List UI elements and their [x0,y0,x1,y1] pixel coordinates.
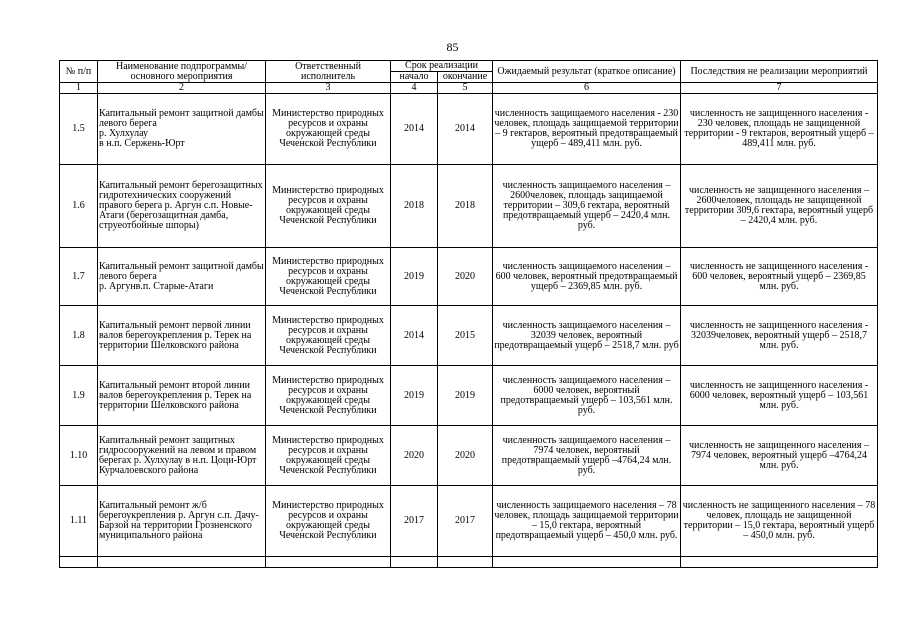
row-consequences: численность не защищенного населения - 600 человек, вероятный ущерб – 2369,85 млн. руб. [681,248,878,306]
table-row [60,486,878,557]
row-consequences: численность не защищенного населения - 230 человек, площадь не защищенной территории - 9 гектаров, вероятный ущерб – 489,411 млн. руб. [681,94,878,165]
row-name: Капитальный ремонт защитной дамбы левого берега р. Хулхулау в н.п. Сержень-Юрт [98,94,266,165]
row-number: 1.6 [60,165,98,248]
table-row [60,366,878,426]
row-number: 1.7 [60,248,98,306]
empty-cell [60,557,98,568]
row-expected: численность защищаемого населения – 6000 человек, вероятный предотвращаемый ущерб – 103,561 млн. руб. [493,366,681,426]
table-row [60,426,878,486]
row-consequences: численность не защищенного населения - 6000 человек, вероятный ущерб – 103,561 млн. руб. [681,366,878,426]
column-number: 5 [438,83,493,94]
row-name: Капитальный ремонт первой линии валов берегоукрепления р. Терек на территории Шелковского района [98,306,266,366]
row-consequences: численность не защищенного населения –2600человек, площадь не защищенной территории 309,6 гектара, вероятный ущерб – 2420,4 млн. руб. [681,165,878,248]
row-name: Капитальный ремонт второй линии валов берегоукрепления р. Терек на территории Шелковского района [98,366,266,426]
column-number-row [60,83,878,94]
row-start: 2017 [391,486,438,557]
row-expected: численность защищаемого населения - 230 человек, площадь защищаемой территории – 9 гектаров, вероятный предотвращаемый ущерб – 489,411 млн. руб. [493,94,681,165]
row-responsible: Министерство природных ресурсов и охраны окружающей среды Чеченской Республики [266,248,391,306]
row-end: 2015 [438,306,493,366]
row-end: 2020 [438,248,493,306]
table-row [60,165,878,248]
row-responsible: Министерство природных ресурсов и охраны окружающей среды Чеченской Республики [266,366,391,426]
empty-cell [493,557,681,568]
header-end: окончание [438,72,493,83]
table-row [60,94,878,165]
row-consequences: численность не защищенного населения – 78 человек, площадь не защищенной территории – 15,0 гектара, вероятный ущерб – 450,0 млн. руб. [681,486,878,557]
row-responsible: Министерство природных ресурсов и охраны окружающей среды Чеченской Республики [266,94,391,165]
empty-cell [98,557,266,568]
row-start: 2014 [391,306,438,366]
row-start: 2019 [391,248,438,306]
row-number: 1.9 [60,366,98,426]
row-expected: численность защищаемого населения – 600 человек, вероятный предотвращаемый ущерб – 2369,85 млн. руб. [493,248,681,306]
column-number: 4 [391,83,438,94]
empty-cell [266,557,391,568]
header-expected: Ожидаемый результат (краткое описание) [493,61,681,83]
column-number: 2 [98,83,266,94]
row-name: Капитальный ремонт защитных гидросооружений на левом и правом берегах р. Хулхулау в н.п. Цоци-Юрт Курчалоевского района [98,426,266,486]
row-end: 2019 [438,366,493,426]
row-end: 2017 [438,486,493,557]
empty-cell [681,557,878,568]
table-row [60,248,878,306]
row-expected: численность защищаемого населения – 78 человек, площадь защищаемой территории – 15,0 гектара, вероятный предотвращаемый ущерб – 450,0 млн. руб. [493,486,681,557]
row-responsible: Министерство природных ресурсов и охраны окружающей среды Чеченской Республики [266,306,391,366]
row-name: Капитальный ремонт берегозащитных гидротехнических сооружений правого берега р. Аргун с.п. Новые-Атаги (берегозащитная дамба, струеотбойные шпоры) [98,165,266,248]
row-expected: численность защищаемого населения – 7974 человек, вероятный предотвращаемый ущерб –4764,24 млн. руб. [493,426,681,486]
column-number: 3 [266,83,391,94]
row-start: 2014 [391,94,438,165]
header-name: Наименование подпрограммы/ основного мероприятия [98,61,266,83]
row-number: 1.8 [60,306,98,366]
empty-row [60,557,878,568]
row-responsible: Министерство природных ресурсов и охраны окружающей среды Чеченской Республики [266,486,391,557]
row-end: 2018 [438,165,493,248]
row-expected: численность защищаемого населения – 2600человек, площадь защищаемой территории – 309,6 гектара, вероятный предотвращаемый ущерб – 2420,4 млн. руб. [493,165,681,248]
row-start: 2020 [391,426,438,486]
row-end: 2014 [438,94,493,165]
column-number: 1 [60,83,98,94]
header-responsible: Ответственный исполнитель [266,61,391,83]
column-number: 6 [493,83,681,94]
empty-cell [391,557,438,568]
row-number: 1.10 [60,426,98,486]
header-period: Срок реализации [391,61,493,72]
row-name: Капитальный ремонт ж/б берегоукрепления р. Аргун с.п. Дачу-Барзой на территории Грозненского муниципального района [98,486,266,557]
empty-cell [438,557,493,568]
row-start: 2019 [391,366,438,426]
row-expected: численность защищаемого населения – 32039 человек, вероятный предотвращаемый ущерб – 2518,7 млн. руб [493,306,681,366]
row-number: 1.5 [60,94,98,165]
header-num: № п/п [60,61,98,83]
row-number: 1.11 [60,486,98,557]
row-responsible: Министерство природных ресурсов и охраны окружающей среды Чеченской Республики [266,165,391,248]
row-consequences: численность не защищенного населения - 32039человек, вероятный ущерб – 2518,7 млн. руб. [681,306,878,366]
row-start: 2018 [391,165,438,248]
measures-table [59,60,878,568]
column-number: 7 [681,83,878,94]
row-name: Капитальный ремонт защитной дамбы левого берега р. Аргунв.п. Старые-Атаги [98,248,266,306]
row-end: 2020 [438,426,493,486]
row-consequences: численность не защищенного населения – 7974 человек, вероятный ущерб –4764,24 млн. руб. [681,426,878,486]
page-number: 85 [446,40,459,54]
row-responsible: Министерство природных ресурсов и охраны окружающей среды Чеченской Республики [266,426,391,486]
header-start: начало [391,72,438,83]
header-consequences: Последствия не реализации мероприятий [681,61,878,83]
table-row [60,306,878,366]
